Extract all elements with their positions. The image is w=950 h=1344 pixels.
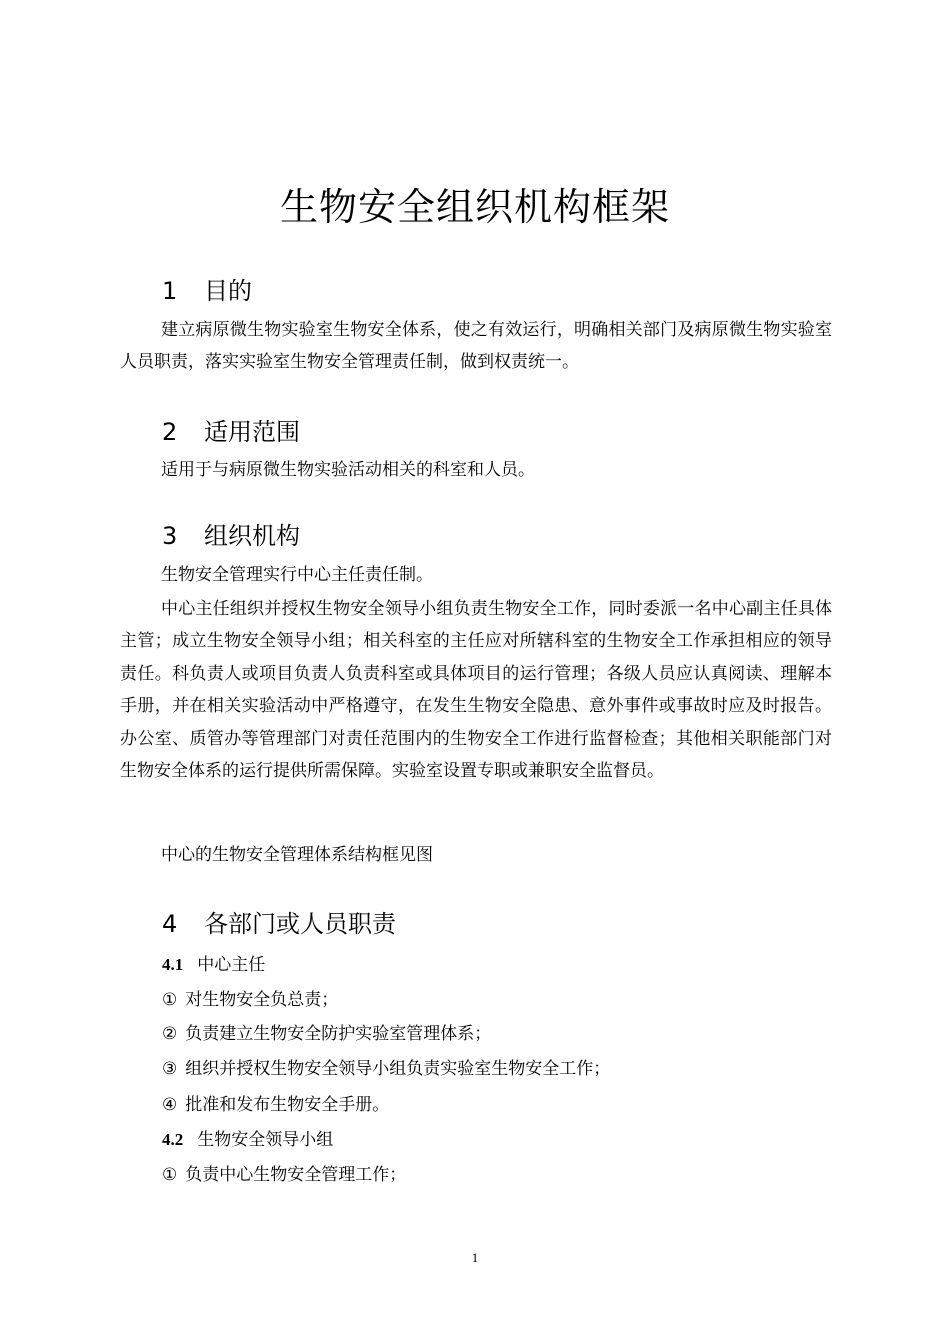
section-heading-4 [162, 904, 396, 939]
section-heading-3 [162, 516, 300, 551]
subsection-title: 生物安全领导小组 [197, 1130, 334, 1150]
list-item-text: 对生物安全负总责； [185, 990, 339, 1010]
section-number: 1 [162, 277, 178, 305]
section-number: 4 [162, 910, 178, 938]
section-title: 目的 [204, 277, 252, 305]
list-item-text: 负责建立生物安全防护实验室管理体系； [185, 1024, 492, 1044]
list-marker: ③ [162, 1059, 178, 1079]
list-item-text: 负责中心生物安全管理工作； [185, 1165, 407, 1185]
list-marker: ① [162, 1165, 178, 1185]
list-item [162, 985, 338, 1010]
section-number: 2 [162, 418, 178, 446]
section-1-paragraph: 建立病原微生物实验室生物安全体系，使之有效运行，明确相关部门及病原微生物实验室人员职责，落实实验室生物安全管理责任制，做到权责统一。 [120, 320, 832, 373]
section-3-paragraph-3: 中心的生物安全管理体系结构框见图 [161, 845, 433, 865]
section-number: 3 [162, 522, 178, 550]
section-heading-2 [162, 412, 300, 447]
section-3-paragraph-1: 生物安全管理实行中心主任责任制。 [161, 565, 433, 585]
list-item [162, 1160, 406, 1185]
list-marker: ④ [162, 1095, 178, 1115]
section-heading-1 [162, 271, 252, 306]
page-number: 1 [471, 1250, 479, 1265]
document-title: 生物安全组织机构框架 [279, 185, 670, 229]
section-title: 各部门或人员职责 [204, 910, 396, 938]
list-marker: ① [162, 990, 178, 1010]
subsection-number: 4.1 [162, 955, 184, 974]
subsection-number: 4.2 [162, 1130, 184, 1149]
section-2-paragraph: 适用于与病原微生物实验活动相关的科室和人员。 [161, 460, 535, 480]
section-title: 适用范围 [204, 418, 300, 446]
list-item-text: 组织并授权生物安全领导小组负责实验室生物安全工作； [185, 1059, 611, 1079]
list-marker: ② [162, 1024, 178, 1044]
list-item-text: 批准和发布生物安全手册。 [185, 1095, 390, 1115]
list-item [162, 1019, 491, 1044]
subsection-4-1 [162, 950, 265, 975]
subsection-4-2 [162, 1125, 333, 1150]
section-3-paragraph-2: 中心主任组织并授权生物安全领导小组负责生物安全工作，同时委派一名中心副主任具体主管；成立生物安全领导小组；相关科室的主任应对所辖科室的生物安全工作承担相应的领导责任。科负责人或项目负责人负责科室或具体项目的运行管理；各级人员应认真阅读、理解本手册，并在相关实验活动中严格遵守，在发生生物安全隐患、意外事件或事故时应及时报告。办公室、质管办等管理部门对责任范围内的生物安全工作进行监督检查；其他相关职能部门对生物安全体系的运行提供所需保障。实验室设置专职或兼职安全监督员。 [120, 599, 832, 782]
list-item [162, 1090, 389, 1115]
subsection-title: 中心主任 [197, 955, 266, 975]
section-title: 组织机构 [204, 522, 300, 550]
list-item [162, 1054, 610, 1079]
